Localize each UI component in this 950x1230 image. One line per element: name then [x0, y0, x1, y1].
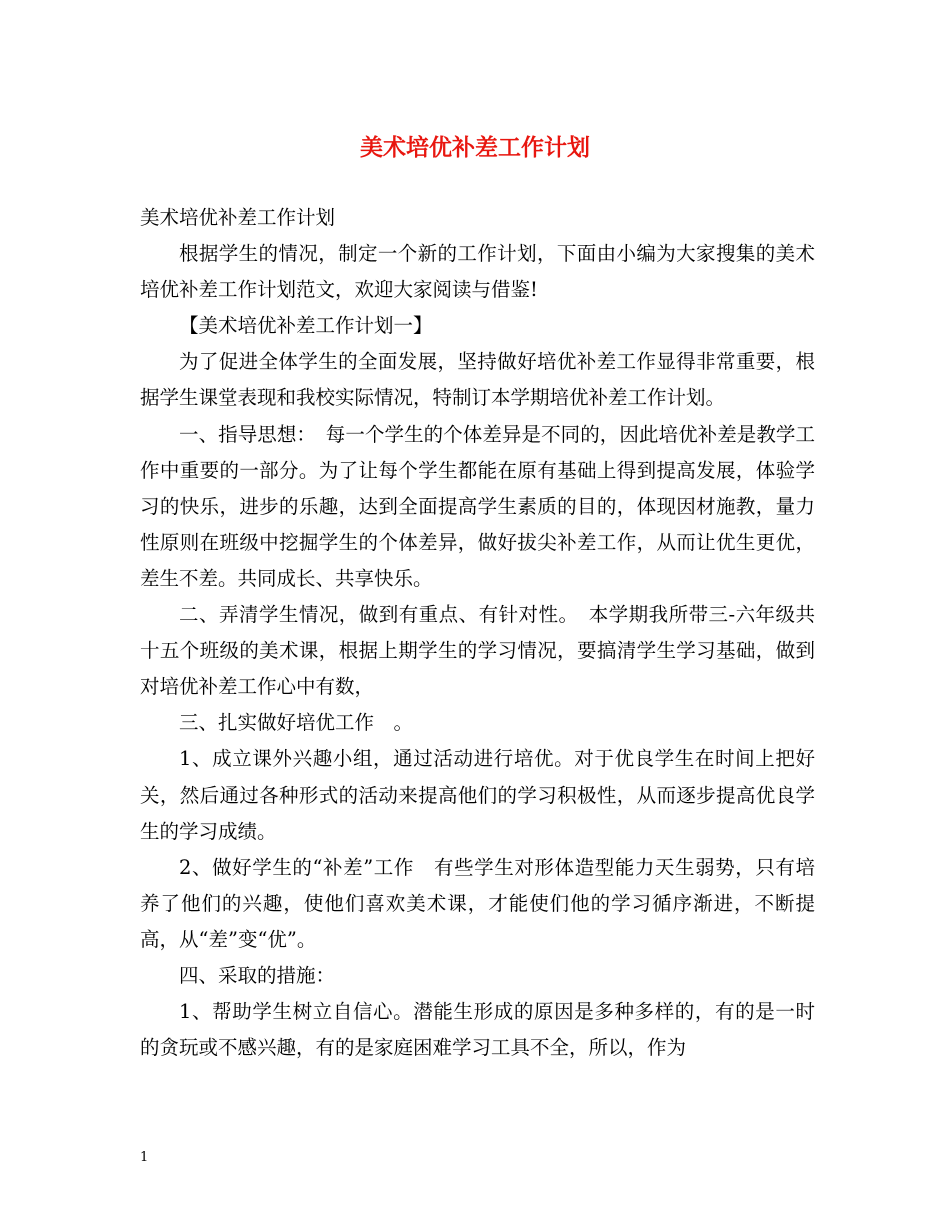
paragraph-purpose: 为了促进全体学生的全面发展，坚持做好培优补差工作显得非常重要，根据学生课堂表现和我校实际情况，特制订本学期培优补差工作计划。: [140, 350, 815, 410]
document-title: 美术培优补差工作计划: [360, 134, 590, 161]
paragraph-guiding-idea: 一、指导思想： 每一个学生的个体差异是不同的，因此培优补差是教学工作中重要的一部分。为了让每个学生都能在原有基础上得到提高发展，体验学习的快乐，进步的乐趣，达到全面提高学生素质的目的，体现因材施教，量力性原则在班级中挖掘学生的个体差异，做好拔尖补差工作，从而让优生更优，差生不差。共同成长、共享快乐。: [140, 422, 815, 590]
page-number: 1: [140, 1150, 149, 1165]
paragraph-remedial-work: 2、做好学生的“补差”工作 有些学生对形体造型能力天生弱势，只有培养了他们的兴趣，使他们喜欢美术课，才能使们他的学习循序渐进，不断提高，从“差”变“优”。: [140, 855, 815, 951]
section-heading-plan-one: 【美术培优补差工作计划一】: [179, 314, 433, 338]
body-heading: 美术培优补差工作计划: [140, 206, 336, 229]
paragraph-excellence-work: 三、扎实做好培优工作 。: [179, 711, 414, 735]
paragraph-measures-heading: 四、采取的措施：: [179, 963, 336, 987]
paragraph-interest-group: 1、成立课外兴趣小组，通过活动进行培优。对于优良学生在时间上把好关，然后通过各种形式的活动来提高他们的学习积极性，从而逐步提高优良学生的学习成绩。: [140, 747, 815, 843]
paragraph-intro: 根据学生的情况，制定一个新的工作计划，下面由小编为大家搜集的美术培优补差工作计划范文，欢迎大家阅读与借鉴!: [140, 242, 815, 302]
document-body: [140, 200, 815, 1066]
paragraph-confidence: 1、帮助学生树立自信心。潜能生形成的原因是多种多样的，有的是一时的贪玩或不感兴趣，有的是家庭困难学习工具不全，所以，作为: [140, 1000, 815, 1060]
paragraph-student-situation: 二、弄清学生情况，做到有重点、有针对性。 本学期我所带三-六年级共十五个班级的美术课，根据上期学生的学习情况，要搞清学生学习基础，做到对培优补差工作心中有数，: [140, 603, 815, 699]
